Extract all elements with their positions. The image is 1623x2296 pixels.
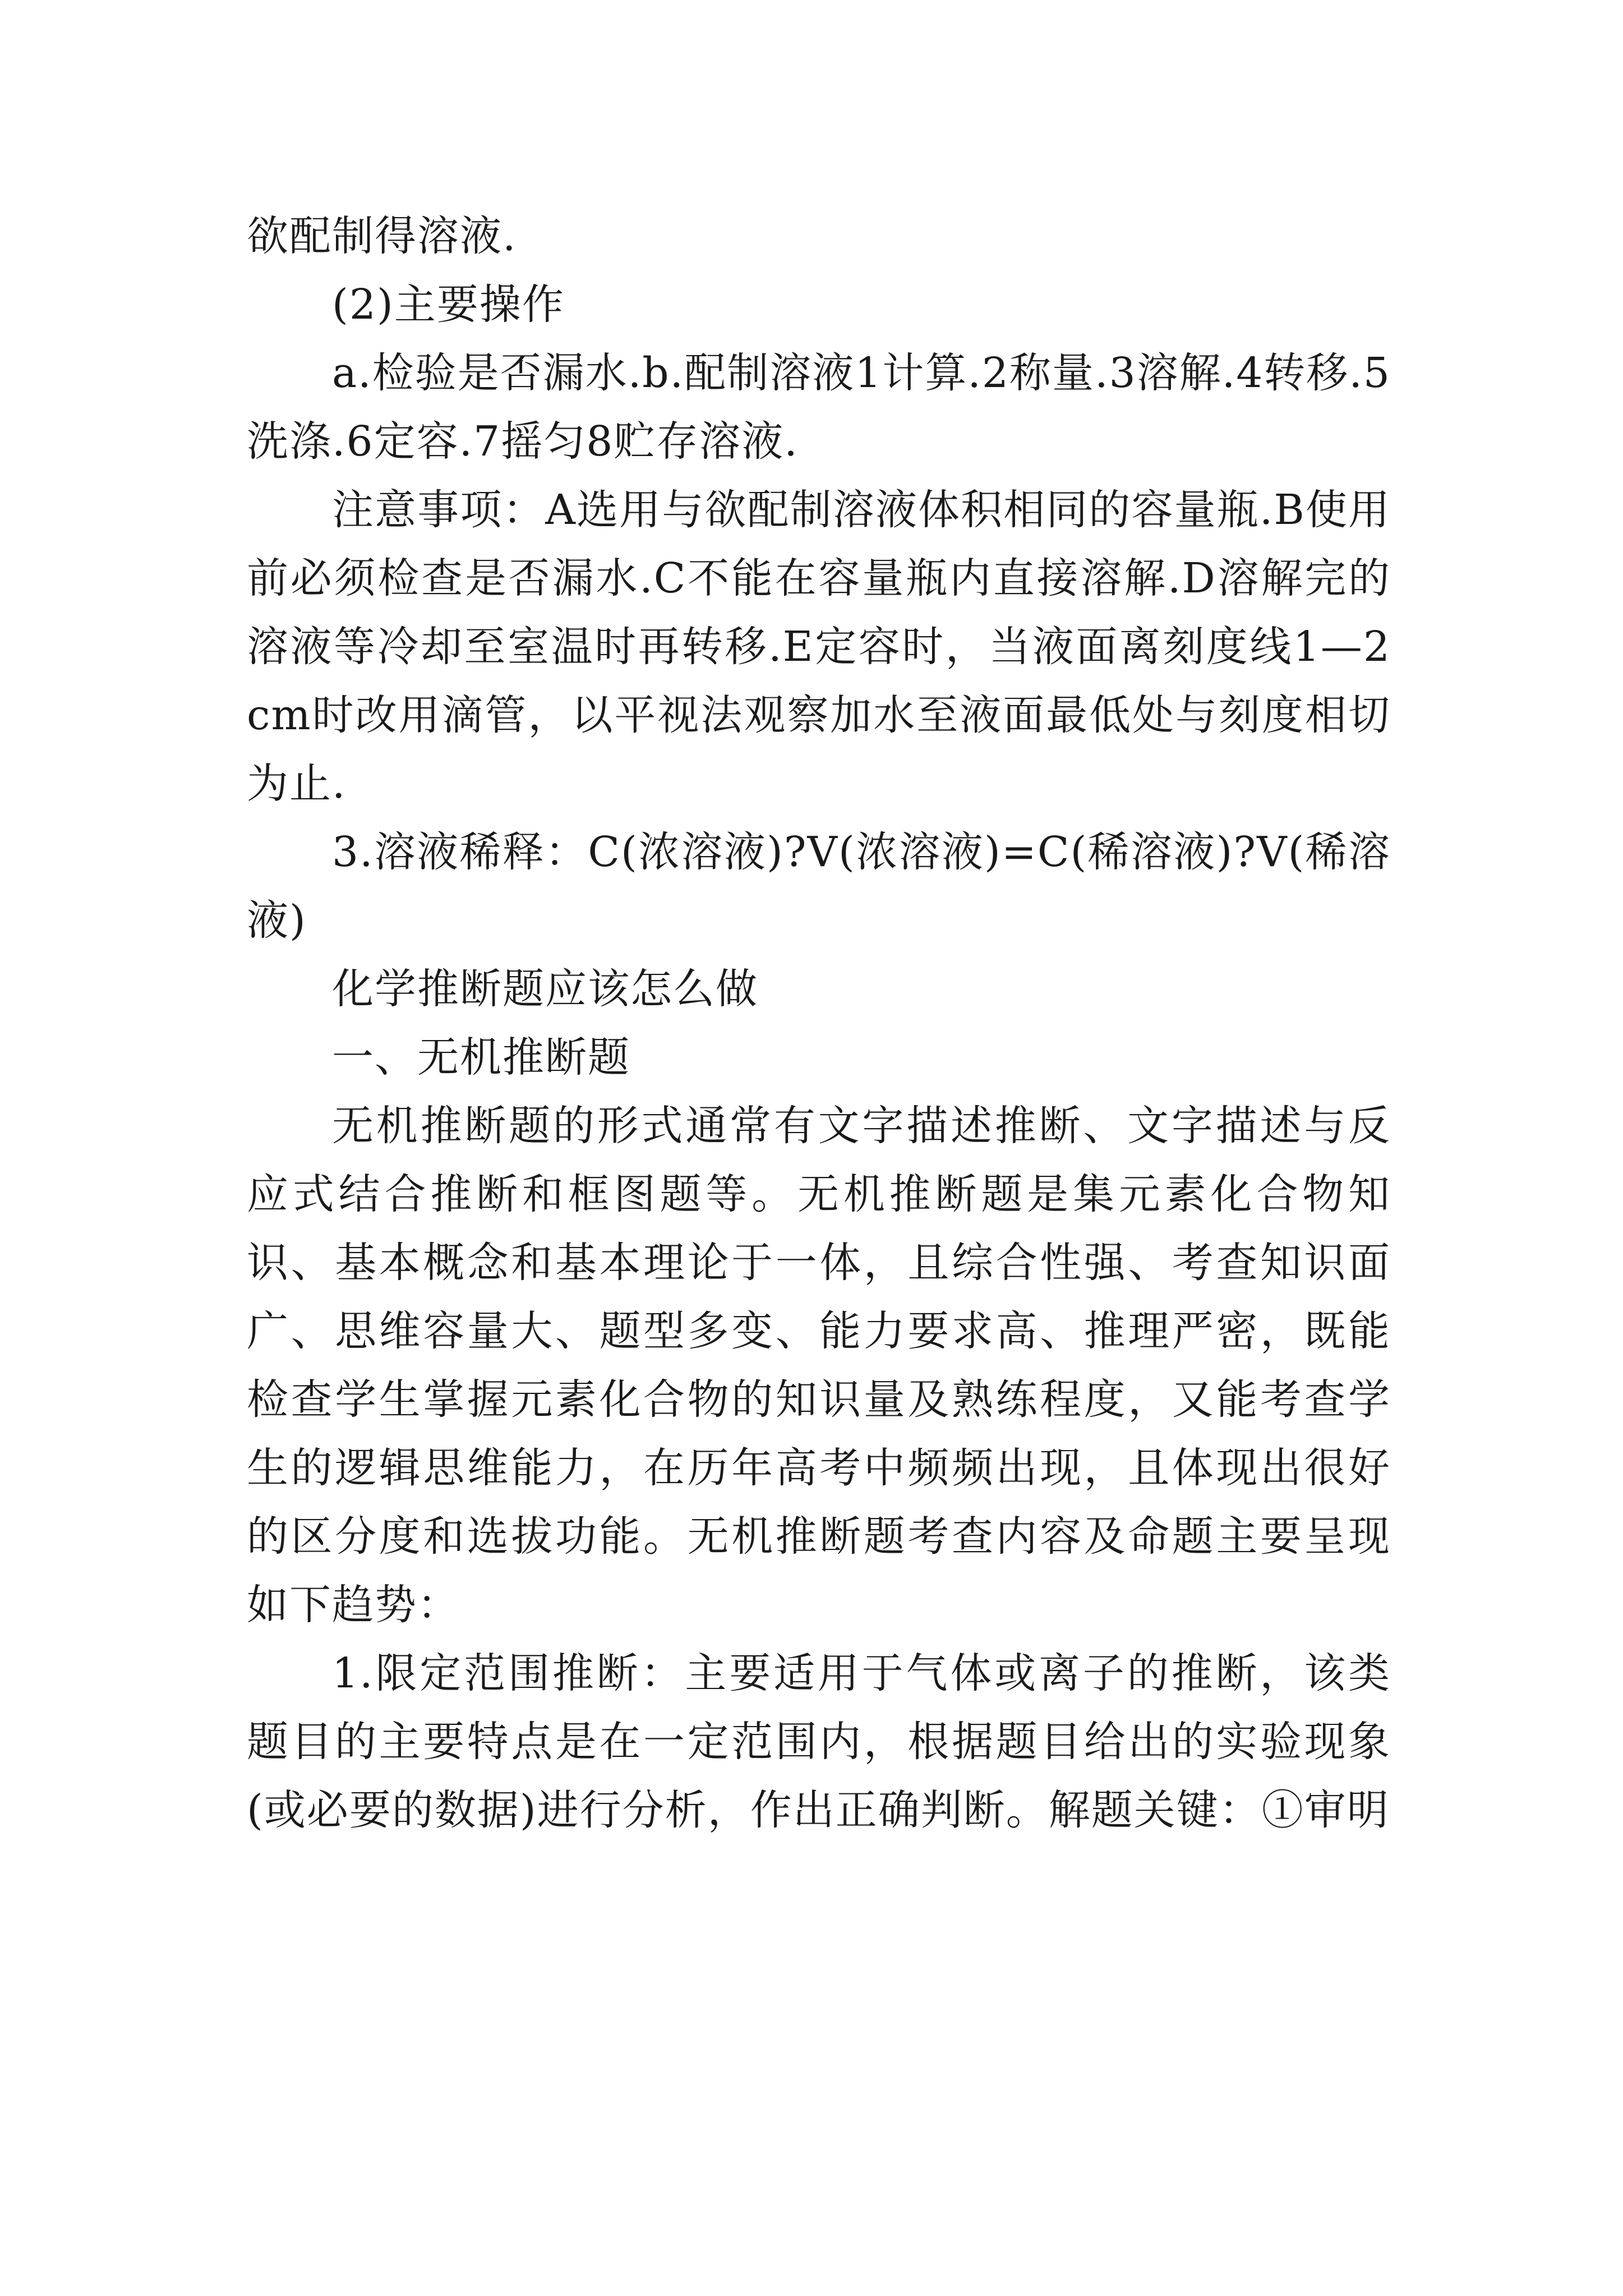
paragraph-operation-steps: a.检验是否漏水.b.配制溶液1计算.2称量.3溶解.4转移.5洗涤.6定容.7摇匀8贮存溶液. bbox=[247, 349, 1391, 466]
body-text bbox=[247, 202, 1391, 1844]
paragraph-limited-scope: 1.限定范围推断：主要适用于气体或离子的推断，该类题目的主要特点是在一定范围内，根据题目给出的实验现象(或必要的数据)进行分析，作出正确判断。解题关键：①审明 bbox=[247, 1649, 1391, 1834]
paragraph-main-operations-heading: (2)主要操作 bbox=[332, 280, 565, 329]
subsection-title: 一、无机推断题 bbox=[332, 1033, 630, 1082]
paragraph-precautions: 注意事项：A选用与欲配制溶液体积相同的容量瓶.B使用前必须检查是否漏水.C不能在容量瓶内直接溶解.D溶解完的溶液等冷却至室温时再转移.E定容时，当液面离刻度线1—2cm时改用滴管，以平视法观察加水至液面最低处与刻度相切为止. bbox=[247, 486, 1391, 808]
paragraph-inorganic-inference: 无机推断题的形式通常有文字描述推断、文字描述与反应式结合推断和框图题等。无机推断题是集元素化合物知识、基本概念和基本理论于一体，且综合性强、考查知识面广、思维容量大、题型多变、能力要求高、推理严密，既能检查学生掌握元素化合物的知识量及熟练程度，又能考查学生的逻辑思维能力，在历年高考中频频出现，且体现出很好的区分度和选拔功能。无机推断题考查内容及命题主要呈现如下趋势： bbox=[247, 1102, 1391, 1629]
paragraph-dilution-formula: 3.溶液稀释：C(浓溶液)?V(浓溶液)=C(稀溶液)?V(稀溶液) bbox=[247, 828, 1391, 945]
paragraph-continuation: 欲配制得溶液. bbox=[247, 212, 517, 260]
section-title: 化学推断题应该怎么做 bbox=[332, 965, 758, 1013]
